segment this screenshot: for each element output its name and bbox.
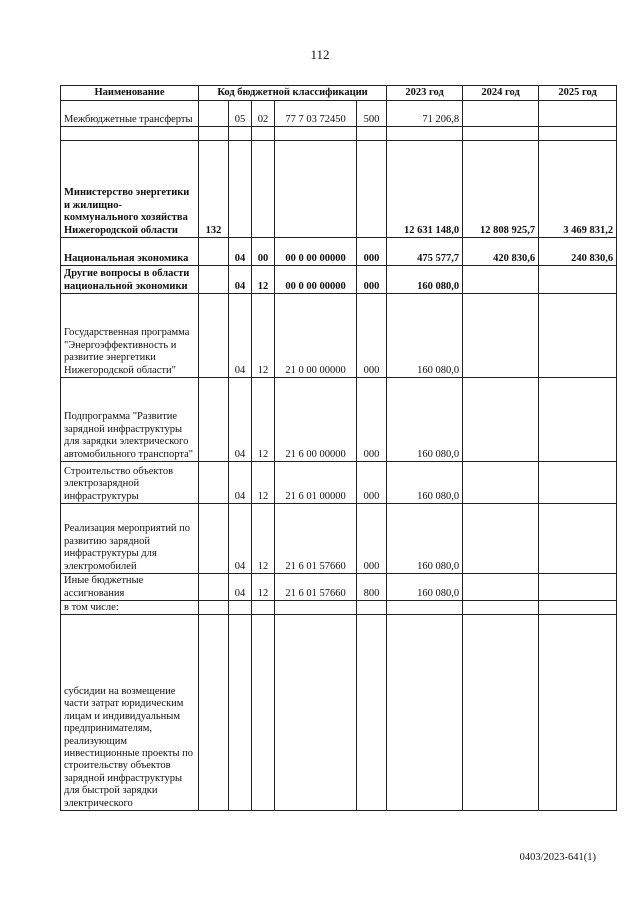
cell-section-code: 04 (229, 462, 252, 504)
cell-subsection-code: 12 (252, 266, 275, 294)
table-row (61, 462, 617, 504)
cell-target-article-code: 00 0 00 00000 (275, 266, 357, 294)
header-2023: 2023 год (387, 86, 463, 101)
cell-2025 (539, 504, 617, 574)
table-row (61, 615, 617, 811)
cell-expense-type-code: 000 (357, 504, 387, 574)
cell-target-article-code (275, 141, 357, 238)
cell-2023: 160 080,0 (387, 504, 463, 574)
page-number: 112 (310, 47, 330, 62)
cell-2023: 160 080,0 (387, 378, 463, 462)
cell-subsection-code: 12 (252, 574, 275, 601)
budget-table (60, 85, 617, 811)
cell-subsection-code (252, 141, 275, 238)
cell-2025 (539, 294, 617, 378)
cell-section-code: 04 (229, 238, 252, 266)
cell-name: Строительство объектов электрозарядной инфраструктуры (61, 462, 199, 504)
cell-grbs-code (199, 504, 229, 574)
cell-grbs-code (199, 266, 229, 294)
cell-expense-type-code (357, 127, 387, 141)
cell-target-article-code: 77 7 03 72450 (275, 101, 357, 127)
cell-name: Подпрограмма "Развитие зарядной инфраструктуры для зарядки электрического автомобильного транспорта" (61, 378, 199, 462)
cell-2024 (463, 462, 539, 504)
cell-2025 (539, 127, 617, 141)
cell-expense-type-code (357, 141, 387, 238)
cell-2023: 160 080,0 (387, 462, 463, 504)
cell-2023: 160 080,0 (387, 294, 463, 378)
cell-subsection-code (252, 615, 275, 811)
table-row (61, 574, 617, 601)
cell-target-article-code: 00 0 00 00000 (275, 238, 357, 266)
header-2025: 2025 год (539, 86, 617, 101)
cell-section-code (229, 601, 252, 615)
cell-target-article-code: 21 6 00 00000 (275, 378, 357, 462)
table-row (61, 378, 617, 462)
table-row (61, 504, 617, 574)
cell-expense-type-code (357, 601, 387, 615)
cell-subsection-code (252, 601, 275, 615)
cell-name: Национальная экономика (61, 238, 199, 266)
cell-2025: 240 830,6 (539, 238, 617, 266)
cell-target-article-code: 21 0 00 00000 (275, 294, 357, 378)
cell-subsection-code: 00 (252, 238, 275, 266)
header-2024: 2024 год (463, 86, 539, 101)
cell-expense-type-code: 000 (357, 378, 387, 462)
cell-expense-type-code (357, 615, 387, 811)
cell-name: Другие вопросы в области национальной экономики (61, 266, 199, 294)
cell-section-code: 05 (229, 101, 252, 127)
cell-target-article-code (275, 615, 357, 811)
table-body (61, 101, 617, 811)
cell-2023 (387, 127, 463, 141)
cell-subsection-code: 02 (252, 101, 275, 127)
table-row (61, 141, 617, 238)
cell-name: Межбюджетные трансферты (61, 101, 199, 127)
table-row (61, 294, 617, 378)
cell-name: Министерство энергетики и жилищно-коммунального хозяйства Нижегородской области (61, 141, 199, 238)
table-row (61, 266, 617, 294)
cell-2023: 160 080,0 (387, 266, 463, 294)
cell-expense-type-code: 800 (357, 574, 387, 601)
cell-name (61, 127, 199, 141)
header-name: Наименование (61, 86, 199, 101)
cell-2024 (463, 101, 539, 127)
cell-2023: 160 080,0 (387, 574, 463, 601)
cell-section-code: 04 (229, 294, 252, 378)
cell-2023: 475 577,7 (387, 238, 463, 266)
cell-2025 (539, 462, 617, 504)
cell-subsection-code (252, 127, 275, 141)
cell-name: в том числе: (61, 601, 199, 615)
cell-2023 (387, 615, 463, 811)
cell-name: субсидии на возмещение части затрат юридическим лицам и индивидуальным предпринимателям, реализующим инвестиционные проекты по строительству объектов зарядной инфраструктуры для быстрой зарядки электрического (61, 615, 199, 811)
cell-2025 (539, 101, 617, 127)
cell-grbs-code (199, 378, 229, 462)
cell-2024 (463, 504, 539, 574)
cell-section-code (229, 141, 252, 238)
cell-2024 (463, 127, 539, 141)
cell-2024 (463, 266, 539, 294)
cell-expense-type-code: 000 (357, 266, 387, 294)
cell-target-article-code (275, 601, 357, 615)
cell-2025 (539, 378, 617, 462)
cell-expense-type-code: 000 (357, 294, 387, 378)
cell-grbs-code (199, 462, 229, 504)
cell-2023 (387, 601, 463, 615)
cell-subsection-code: 12 (252, 294, 275, 378)
cell-expense-type-code: 500 (357, 101, 387, 127)
cell-2024 (463, 574, 539, 601)
cell-2025 (539, 266, 617, 294)
header-code: Код бюджетной классификации (199, 86, 387, 101)
cell-2024 (463, 601, 539, 615)
cell-target-article-code (275, 127, 357, 141)
cell-subsection-code: 12 (252, 462, 275, 504)
cell-2023: 12 631 148,0 (387, 141, 463, 238)
cell-name: Реализация мероприятий по развитию зарядной инфраструктуры для электромобилей (61, 504, 199, 574)
cell-name: Иные бюджетные ассигнования (61, 574, 199, 601)
table-row (61, 101, 617, 127)
cell-grbs-code (199, 574, 229, 601)
cell-2024 (463, 615, 539, 811)
cell-section-code (229, 127, 252, 141)
cell-expense-type-code: 000 (357, 462, 387, 504)
cell-2024: 420 830,6 (463, 238, 539, 266)
cell-expense-type-code: 000 (357, 238, 387, 266)
cell-target-article-code: 21 6 01 57660 (275, 504, 357, 574)
cell-2025 (539, 615, 617, 811)
cell-2024 (463, 294, 539, 378)
cell-grbs-code (199, 601, 229, 615)
cell-target-article-code: 21 6 01 00000 (275, 462, 357, 504)
cell-2025: 3 469 831,2 (539, 141, 617, 238)
cell-section-code: 04 (229, 504, 252, 574)
cell-grbs-code: 132 (199, 141, 229, 238)
table-row (61, 601, 617, 615)
cell-grbs-code (199, 294, 229, 378)
cell-subsection-code: 12 (252, 504, 275, 574)
cell-target-article-code: 21 6 01 57660 (275, 574, 357, 601)
cell-2024: 12 808 925,7 (463, 141, 539, 238)
cell-grbs-code (199, 101, 229, 127)
cell-grbs-code (199, 238, 229, 266)
table-header-row (61, 86, 617, 101)
cell-2025 (539, 574, 617, 601)
cell-grbs-code (199, 615, 229, 811)
cell-2023: 71 206,8 (387, 101, 463, 127)
cell-section-code: 04 (229, 266, 252, 294)
cell-grbs-code (199, 127, 229, 141)
cell-section-code: 04 (229, 378, 252, 462)
cell-2024 (463, 378, 539, 462)
document-code: 0403/2023-641(1) (519, 852, 596, 863)
cell-section-code (229, 615, 252, 811)
cell-section-code: 04 (229, 574, 252, 601)
table-row (61, 127, 617, 141)
cell-2025 (539, 601, 617, 615)
table-row (61, 238, 617, 266)
cell-subsection-code: 12 (252, 378, 275, 462)
cell-name: Государственная программа "Энергоэффективность и развитие энергетики Нижегородской области" (61, 294, 199, 378)
